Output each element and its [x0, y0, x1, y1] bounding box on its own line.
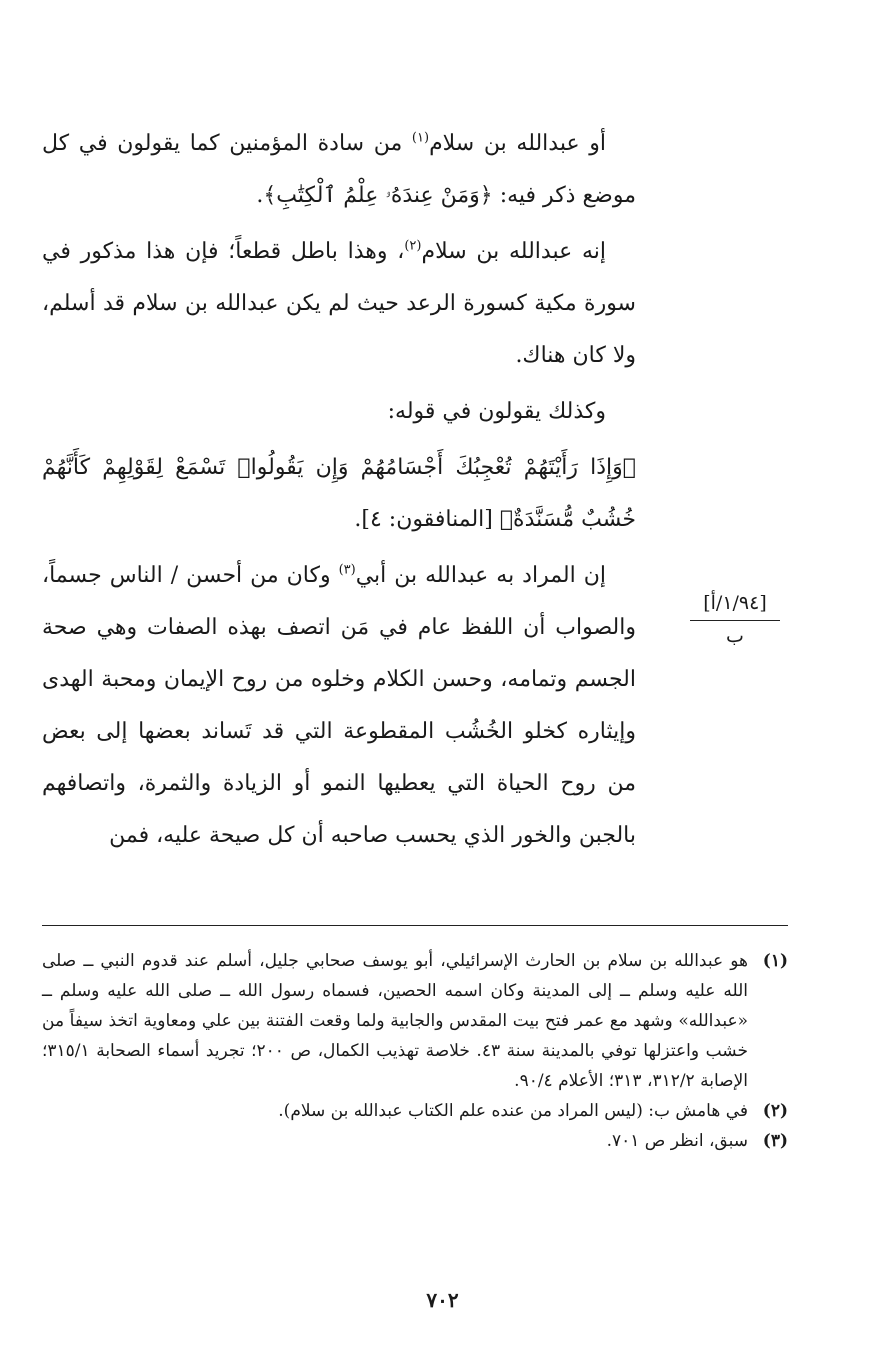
- paragraph-1: [42, 118, 636, 222]
- text-segment: ، وهذا باطل قطعاً؛ فإن هذا مذكور في سورة مكية كسورة الرعد حيث لم يكن عبدالله بن سلام قد أسلم، ولا كان هناك.: [42, 239, 636, 368]
- quran-verse: ﴿وَإِذَا رَأَيْتَهُمْ تُعْجِبُكَ أَجْسَامُهُمْ وَإِن يَقُولُوا۟ تَسْمَعْ لِقَوْلِهِمْ كَأَنَّهُمْ خُشُبٌ مُّسَنَّدَةٌ﴾: [42, 455, 636, 532]
- text-segment: وكان من أحسن / الناس جسماً، والصواب أن اللفظ عام في مَن اتصف بهذه الصفات وهي صحة الجسم وتمامه، وحسن الكلام وخلوه من روح الإيمان ومحبة الهدى وإيثاره كخلو الخُشُب المقطوعة التي قد تَساند بعضها إلى بعض من روح الحياة التي يعطيها النمو أو الزيادة والثمرة، واتصافهم بالجبن والخور الذي يحسب صاحبه أن كل صيحة عليه، فمن: [42, 563, 636, 848]
- paragraph-2: [42, 226, 636, 382]
- paragraph-5: [42, 550, 636, 862]
- footnote-marker-2[interactable]: (٢): [404, 238, 422, 254]
- manuscript-letter: ب: [726, 625, 744, 647]
- footnote-text: في هامش ب: (ليس المراد من عنده علم الكتاب عبدالله بن سلام).: [278, 1101, 748, 1121]
- folio-reference: [١/٩٤/أ]: [690, 592, 780, 621]
- paragraph-quran: [42, 442, 636, 546]
- footnote-text: هو عبدالله بن سلام بن الحارث الإسرائيلي، أبو يوسف صحابي جليل، أسلم عند قدوم النبي ــ صلى الله عليه وسلم ــ إلى المدينة وكان اسمه الحصين، فسماه رسول الله ــ صلى الله عليه وسلم ــ «عبدالله» وشهد مع عمر فتح بيت المقدس والجابية ولما وقعت الفتنة بين علي ومعاوية اتخذ سيفاً من خشب واعتزلها توفي بالمدينة سنة ٤٣. خلاصة تهذيب الكمال، ص ٢٠٠؛ تجريد أسماء الصحابة ٣١٥/١؛ الإصابة ٣١٢/٢، ٣١٣؛ الأعلام ٩٠/٤.: [42, 951, 748, 1091]
- text-segment: إنه عبدالله بن سلام: [421, 239, 606, 264]
- main-text: [42, 118, 636, 862]
- page-number: ٧٠٢: [426, 1288, 459, 1312]
- footnote-marker-1[interactable]: (١): [411, 130, 430, 146]
- footnote-item: [42, 946, 788, 1096]
- footnote-number: (٣): [762, 1131, 788, 1151]
- footnote-text: سبق، انظر ص ٧٠١.: [606, 1131, 748, 1151]
- footnote-number: (١): [762, 951, 788, 971]
- quran-verse: ﴿وَمَنْ عِندَهُۥ عِلْمُ ٱلْكِتَٰبِ﴾: [263, 183, 493, 208]
- footnotes: [42, 946, 788, 1156]
- manuscript-margin-note: [690, 592, 780, 647]
- footnote-divider: [42, 925, 788, 926]
- text-segment: من سادة المؤمنين كما يقولون في كل موضع ذكر فيه:: [42, 131, 636, 208]
- text-segment: وكذلك يقولون في قوله:: [387, 399, 606, 424]
- text-segment: .: [256, 183, 264, 208]
- paragraph-3: [42, 386, 636, 438]
- footnote-number: (٢): [762, 1101, 788, 1121]
- footnote-marker-3[interactable]: (٣): [338, 562, 356, 578]
- surah-reference: [المنافقون: ٤].: [354, 507, 500, 532]
- footnote-item: [42, 1126, 788, 1156]
- text-segment: إن المراد به عبدالله بن أبي: [355, 563, 606, 588]
- footnote-item: [42, 1096, 788, 1126]
- text-segment: أو عبدالله بن سلام: [429, 131, 606, 156]
